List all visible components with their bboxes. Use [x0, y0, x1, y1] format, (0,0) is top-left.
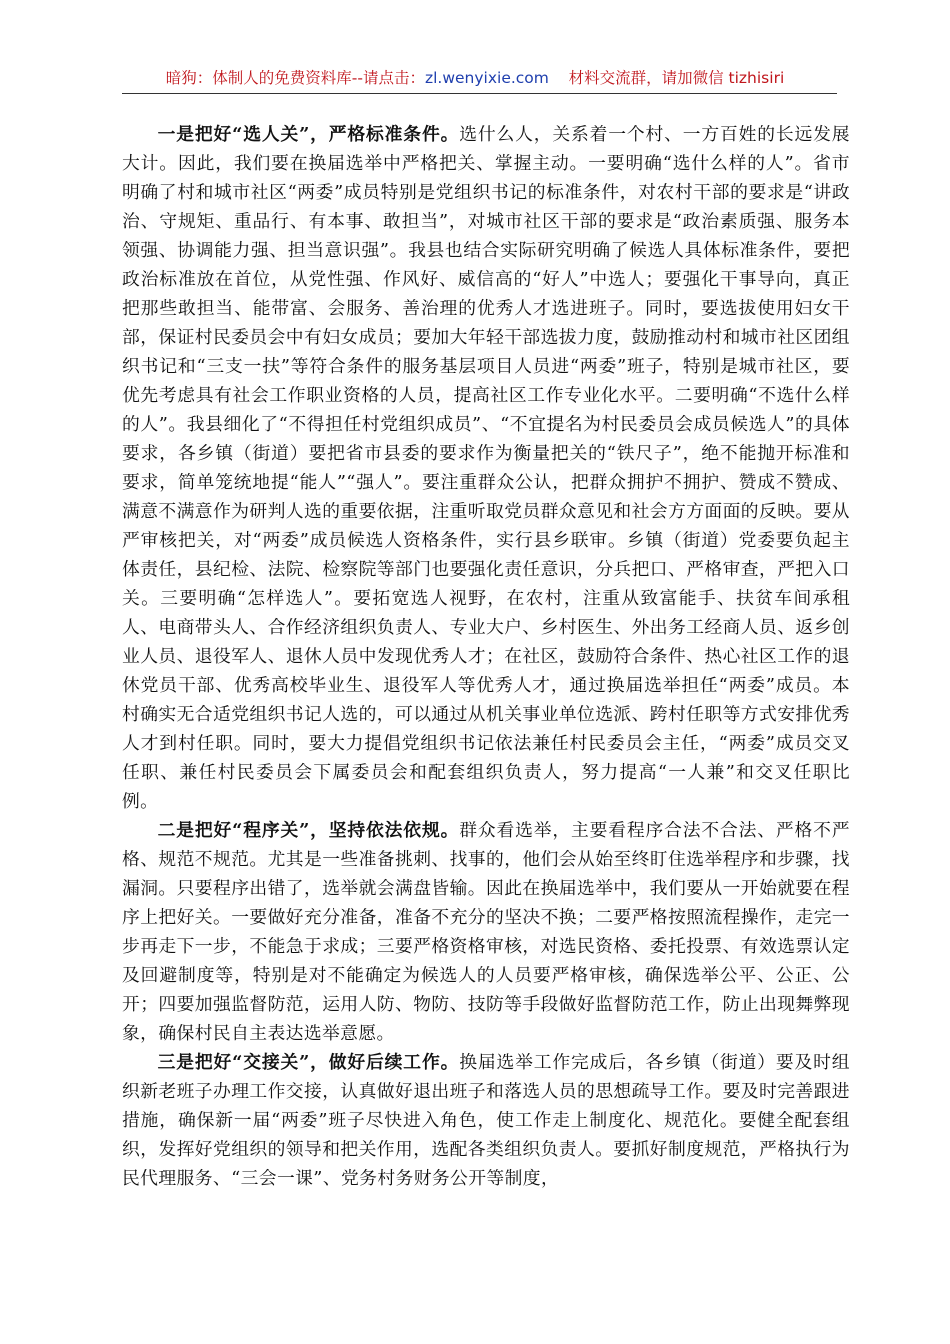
header-click-prompt: --请点击：: [351, 69, 425, 87]
header-divider: [122, 93, 837, 94]
paragraph-lead: 三是把好“交接关”，做好后续工作。: [157, 1052, 460, 1073]
paragraph-procedure: [122, 816, 850, 1048]
header-brand: 暗狗：体制人的免费资料库: [165, 69, 352, 87]
header-group-text: 材料交流群，请加微信 tizhisiri: [568, 69, 785, 87]
paragraph-body: 群众看选举，主要看程序合法不合法、严格不严格、规范不规范。尤其是一些准备挑刺、找事的，他们会从始至终盯住选举程序和步骤，找漏洞。只要程序出错了，选举就会满盘皆输。因此在换届选举中，我们要从一开始就要在程序上把好关。一要做好充分准备，准备不充分的坚决不换；二要严格按照流程操作，走完一步再走下一步，不能急于求成；三要严格资格审核，对选民资格、委托投票、有效选票认定及回避制度等，特别是对不能确定为候选人的人员要严格审核，确保选举公平、公正、公开；四要加强监督防范，运用人防、物防、技防等手段做好监督防范工作，防止出现舞弊现象，确保村民自主表达选举意愿。: [122, 820, 850, 1044]
paragraph-lead: 二是把好“程序关”，坚持依法依规。: [157, 820, 460, 841]
paragraph-handover: [122, 1048, 850, 1193]
page-header: [0, 66, 950, 90]
paragraph-selection: [122, 120, 850, 816]
paragraph-body: 选什么人，关系着一个村、一方百姓的长远发展大计。因此，我们要在换届选举中严格把关、掌握主动。一要明确“选什么样的人”。省市明确了村和城市社区“两委”成员特别是党组织书记的标准条件，对农村干部的要求是“讲政治、守规矩、重品行、有本事、敢担当”，对城市社区干部的要求是“政治素质强、服务本领强、协调能力强、担当意识强”。我县也结合实际研究明确了候选人具体标准条件，要把政治标准放在首位，从党性强、作风好、威信高的“好人”中选人；要强化干事导向，真正把那些敢担当、能带富、会服务、善治理的优秀人才选进班子。同时，要选拔使用妇女干部，保证村民委员会中有妇女成员；要加大年轻干部选拔力度，鼓励推动村和城市社区团组织书记和“三支一扶”等符合条件的服务基层项目人员进“两委”班子，特别是城市社区，要优先考虑具有社会工作职业资格的人员，提高社区工作专业化水平。二要明确“不选什么样的人”。我县细化了“不得担任村党组织成员”、“不宜提名为村民委员会成员候选人”的具体要求，各乡镇（街道）要把省市县委的要求作为衡量把关的“铁尺子”，绝不能抛开标准和要求，简单笼统地提“能人”“强人”。要注重群众公认，把群众拥护不拥护、赞成不赞成、满意不满意作为研判人选的重要依据，注重听取党员群众意见和社会方方面面的反映。要从严审核把关，对“两委”成员候选人资格条件，实行县乡联审。乡镇（街道）党委要负起主体责任，县纪检、法院、检察院等部门也要强化责任意识，分兵把口、严格审查，严把入口关。三要明确“怎样选人”。要拓宽选人视野，在农村，注重从致富能手、扶贫车间承租人、电商带头人、合作经济组织负责人、专业大户、乡村医生、外出务工经商人员、返乡创业人员、退役军人、退休人员中发现优秀人才；在社区，鼓励符合条件、热心社区工作的退休党员干部、优秀高校毕业生、退役军人等优秀人才，通过换届选举担任“两委”成员。本村确实无合适党组织书记人选的，可以通过从机关事业单位选派、跨村任职等方式安排优秀人才到村任职。同时，要大力提倡党组织书记依法兼任村民委员会主任，“两委”成员交叉任职、兼任村民委员会下属委员会和配套组织负责人，努力提高“一人兼”和交叉任职比例。: [122, 124, 850, 812]
document-body: [122, 120, 850, 1193]
header-url-link[interactable]: zl.wenyixie.com: [424, 69, 549, 87]
paragraph-body: 换届选举工作完成后，各乡镇（街道）要及时组织新老班子办理工作交接，认真做好退出班子和落选人员的思想疏导工作。要及时完善跟进措施，确保新一届“两委”班子尽快进入角色，使工作走上制度化、规范化。要健全配套组织，发挥好党组织的领导和把关作用，选配各类组织负责人。要抓好制度规范，严格执行为民代理服务、“三会一课”、党务村务财务公开等制度，: [122, 1052, 850, 1189]
paragraph-lead: 一是把好“选人关”，严格标准条件。: [157, 124, 460, 145]
